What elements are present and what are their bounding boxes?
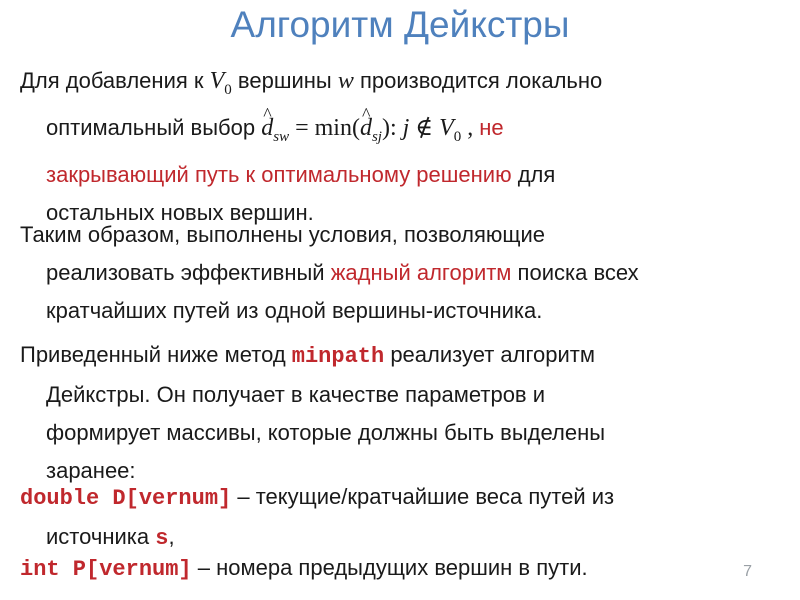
s-code: s — [155, 526, 169, 551]
minpath-code: minpath — [291, 344, 385, 369]
formula: ^ $d_{sw}$ = min(^ $d_{sj}$): j ∉ $V_0$ , — [261, 115, 479, 141]
paragraph-array-d — [20, 478, 790, 558]
paragraph-array-p: int P[vernum] – номера предыдущих вершин в пути. — [20, 555, 588, 582]
p3-line1: Приведенный ниже метод minpath реализует алгоритм — [20, 342, 596, 369]
array-p-code: int P[vernum] — [20, 557, 192, 582]
p4-line2: источника s, — [46, 524, 175, 551]
p1-line3: закрывающий путь к оптимальному решению для — [46, 161, 556, 187]
p2-line1: Таким образом, выполнены условия, позволяющие — [20, 222, 546, 247]
paragraph-greedy — [20, 216, 790, 330]
p1-line1: Для добавления к $V_0$ вершины w производится локально — [20, 68, 603, 98]
v0-symbol: $V_0$ — [209, 68, 232, 98]
array-d-code: double D[vernum] — [20, 486, 232, 511]
paragraph-minpath — [20, 336, 790, 490]
p1-line4: остальных новых вершин. — [46, 199, 314, 225]
p3-line2: Дейкстры. Он получает в качестве параметров и — [46, 382, 546, 407]
p4-line1: double D[vernum] – текущие/кратчайшие веса путей из — [20, 484, 615, 511]
p3-line4: заранее: — [46, 458, 136, 483]
p2-line3: кратчайших путей из одной вершины-источника. — [46, 298, 543, 323]
page-number: 7 — [743, 563, 752, 580]
p3-line3: формирует массивы, которые должны быть выделены — [46, 420, 606, 445]
p2-line2: реализовать эффективный жадный алгоритм поиска всех — [46, 260, 639, 285]
paragraph-dijkstra-choice — [20, 62, 790, 232]
w-symbol: w — [337, 68, 354, 94]
p1-line2: оптимальный выбор ^ $d_{sw}$ = min(^ $d_{sj}$): j ∉ $V_0$ , не — [20, 109, 790, 156]
slide-title: Алгоритм Дейкстры — [230, 4, 570, 45]
